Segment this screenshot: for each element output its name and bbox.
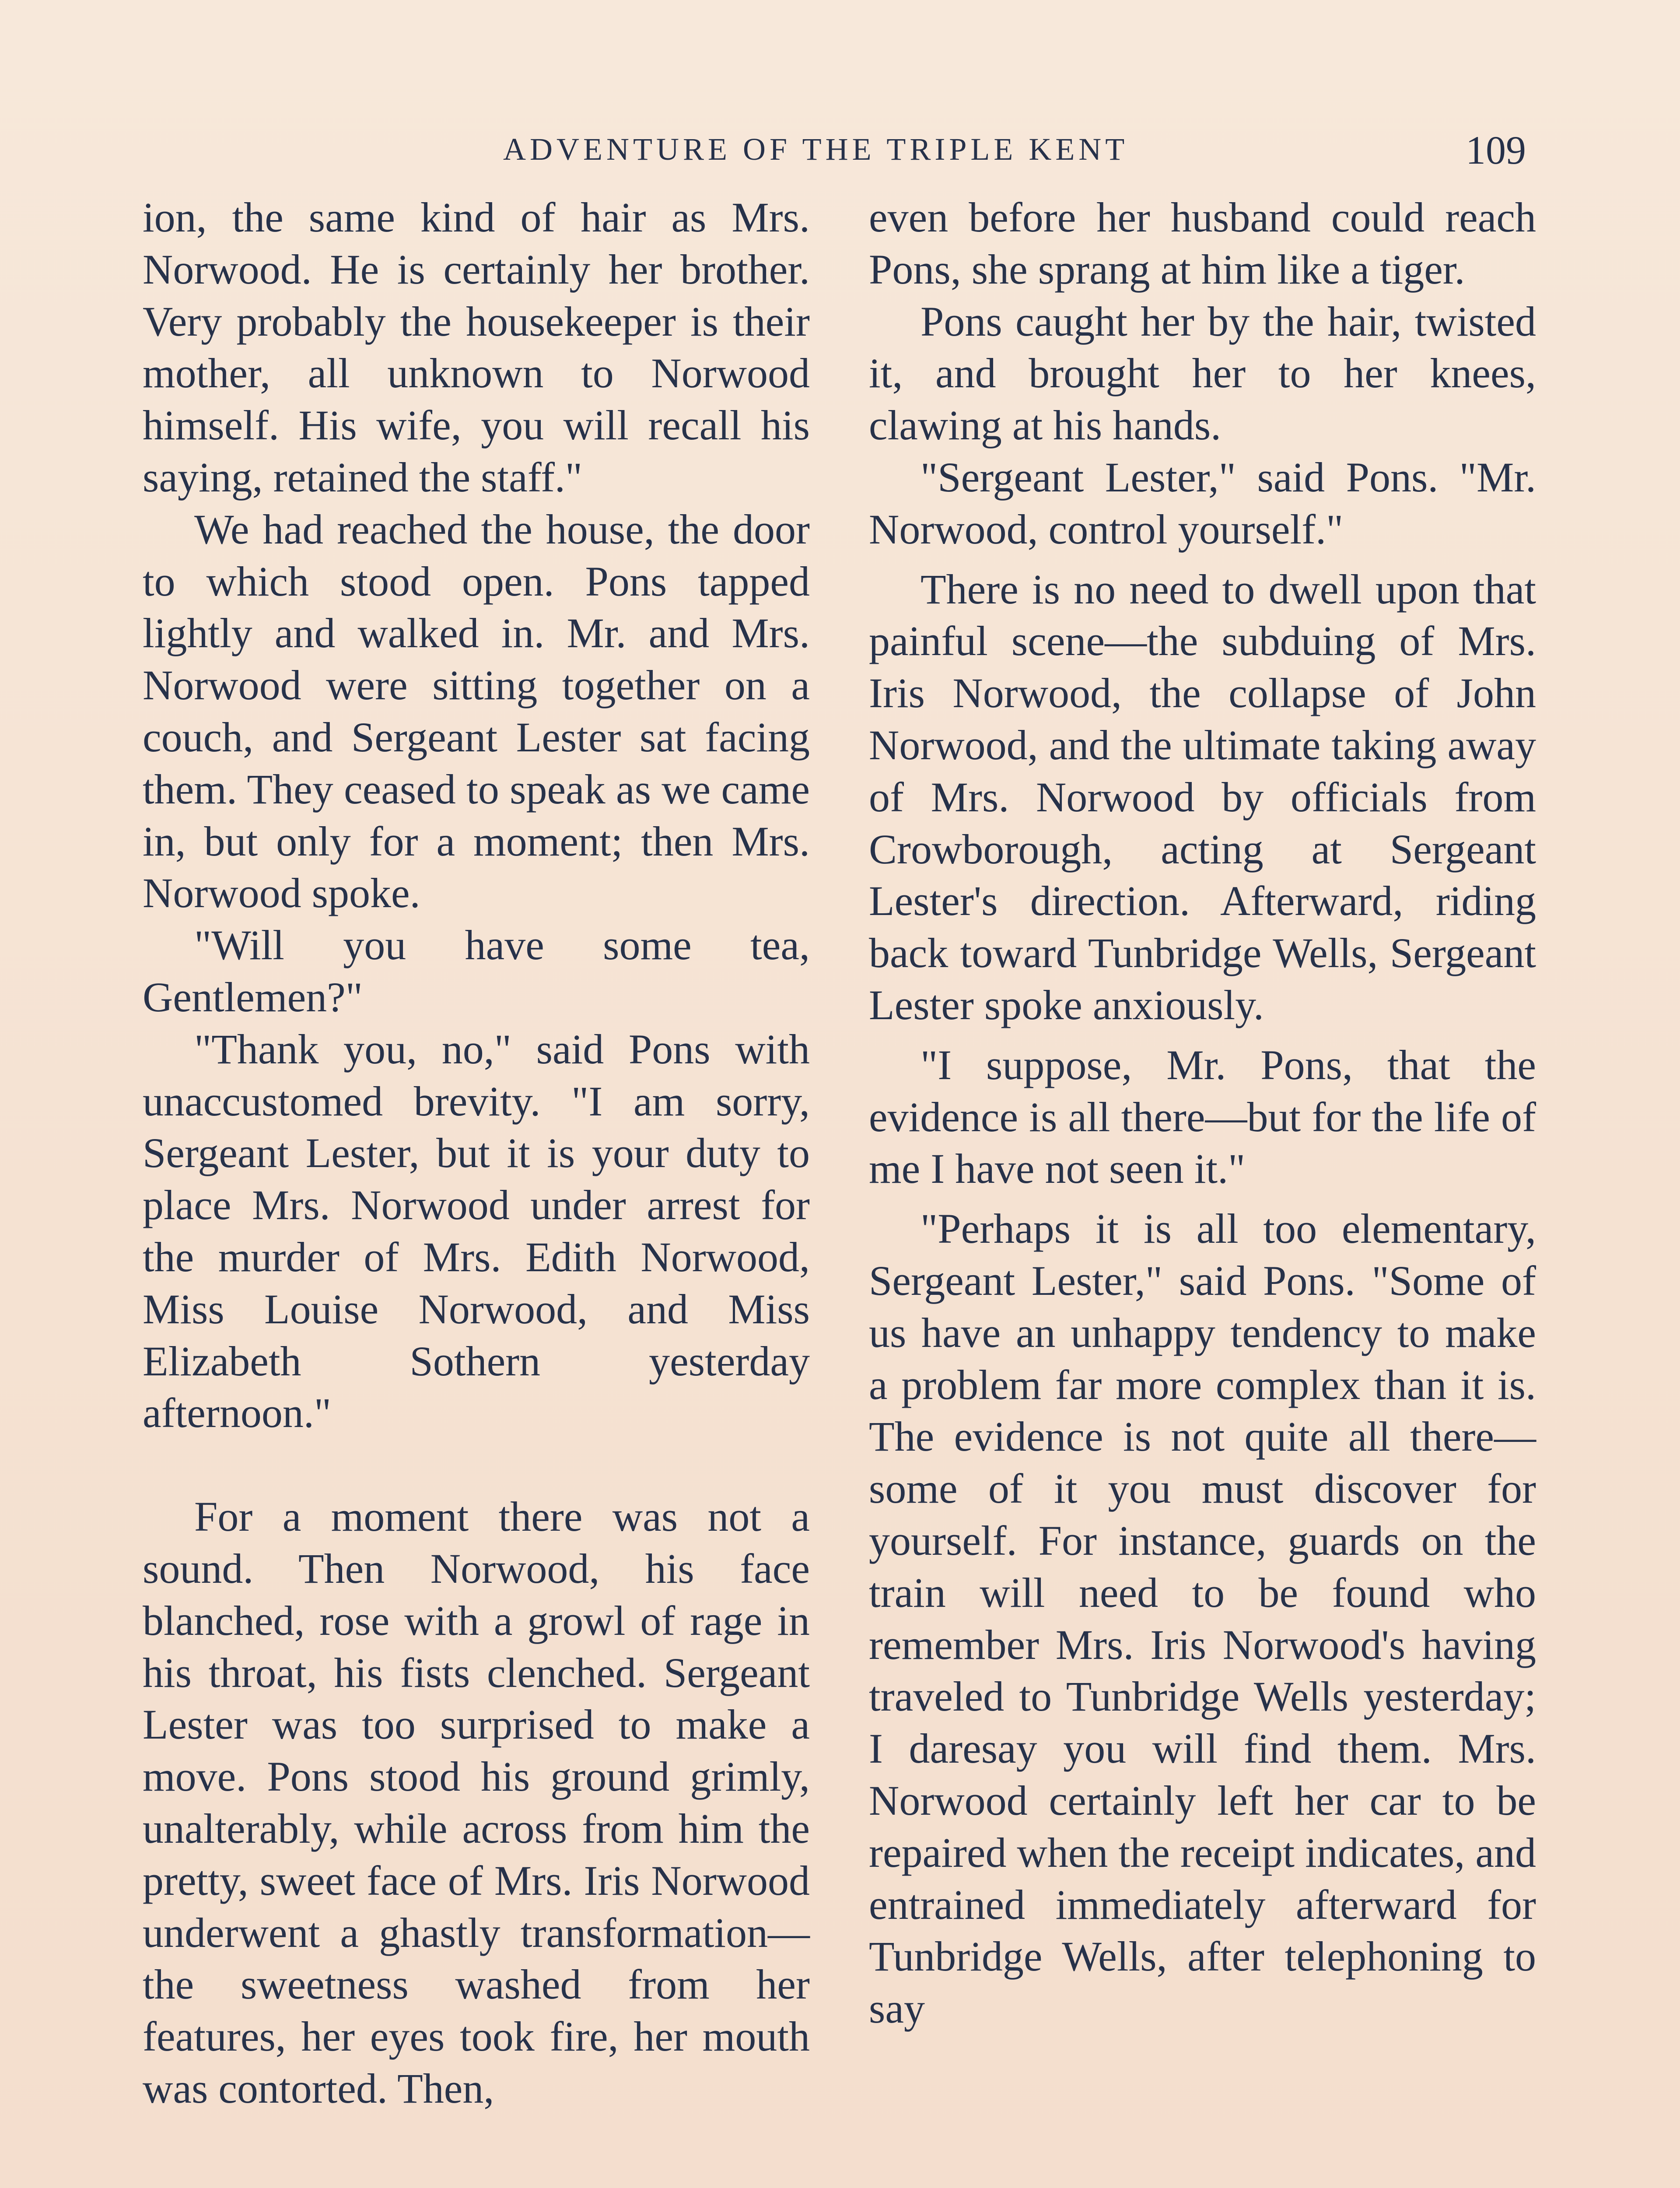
paragraph: For a moment there was not a sound. Then Norwood, his face blanched, rose with a growl of rage in his throat, his fists clenched. Sergeant Lester was too surprised to make a move. Pons stood his ground grimly, unalterably, while across from him the pretty, sweet face of Mrs. Iris Norwood underwent a ghastly transformation—the sweetness washed from her features, her eyes took fire, her mouth was contorted. Then, [143, 1493, 810, 2112]
paragraph: "Perhaps it is all too elementary, Sergeant Lester," said Pons. "Some of us have an unhappy tendency to make a problem far more complex than it is. The evidence is not quite all there—some of it you must discover for yourself. For instance, guards on the train will need to be found who remember Mrs. Iris Norwood's having traveled to Tunbridge Wells yesterday; I daresay you will find them. Mrs. Norwood certainly left her car to be repaired when the receipt indicates, and entrained immediately afterward for Tunbridge Wells, after telephoning to say [869, 1205, 1536, 2032]
page-number: 109 [1466, 128, 1526, 172]
paragraph: There is no need to dwell upon that painful scene—the subduing of Mrs. Iris Norwood, the collapse of John Norwood, and the ultimate taking away of Mrs. Norwood by officials from Crowborough, acting at Sergeant Lester's direction. Afterward, riding back toward Tunbridge Wells, Sergeant Lester spoke anxiously. [869, 565, 1536, 1028]
paragraph: Pons caught her by the hair, twisted it, and brought her to her knees, clawing at his hands. [869, 298, 1536, 449]
paragraph: We had reached the house, the door to which stood open. Pons tapped lightly and walked in. Mr. and Mrs. Norwood were sitting together on a couch, and Sergeant Lester sat facing them. They ceased to speak as we came in, but only for a moment; then Mrs. Norwood spoke. [143, 505, 810, 917]
running-title: ADVENTURE OF THE TRIPLE KENT [503, 132, 1129, 167]
paragraph: "Thank you, no," said Pons with unaccustomed brevity. "I am sorry, Sergeant Lester, but it is your duty to place Mrs. Norwood under arrest for the murder of Mrs. Edith Norwood, Miss Louise Norwood, and Miss Elizabeth Sothern yesterday afternoon." [143, 1025, 810, 1437]
paragraph: ion, the same kind of hair as Mrs. Norwood. He is certainly her brother. Very probably the housekeeper is their mother, all unknown to Norwood himself. His wife, you will recall his saying, retained the staff." [143, 194, 810, 501]
paragraph: even before her husband could reach Pons, she sprang at him like a tiger. [869, 194, 1536, 293]
paragraph: "Will you have some tea, Gentlemen?" [143, 922, 810, 1020]
paragraph: "Sergeant Lester," said Pons. "Mr. Norwood, control yourself." [869, 453, 1536, 553]
left-column [143, 192, 810, 2115]
paragraph: "I suppose, Mr. Pons, that the evidence is all there—but for the life of me I have not seen it." [869, 1041, 1536, 1192]
right-column [869, 192, 1536, 2035]
